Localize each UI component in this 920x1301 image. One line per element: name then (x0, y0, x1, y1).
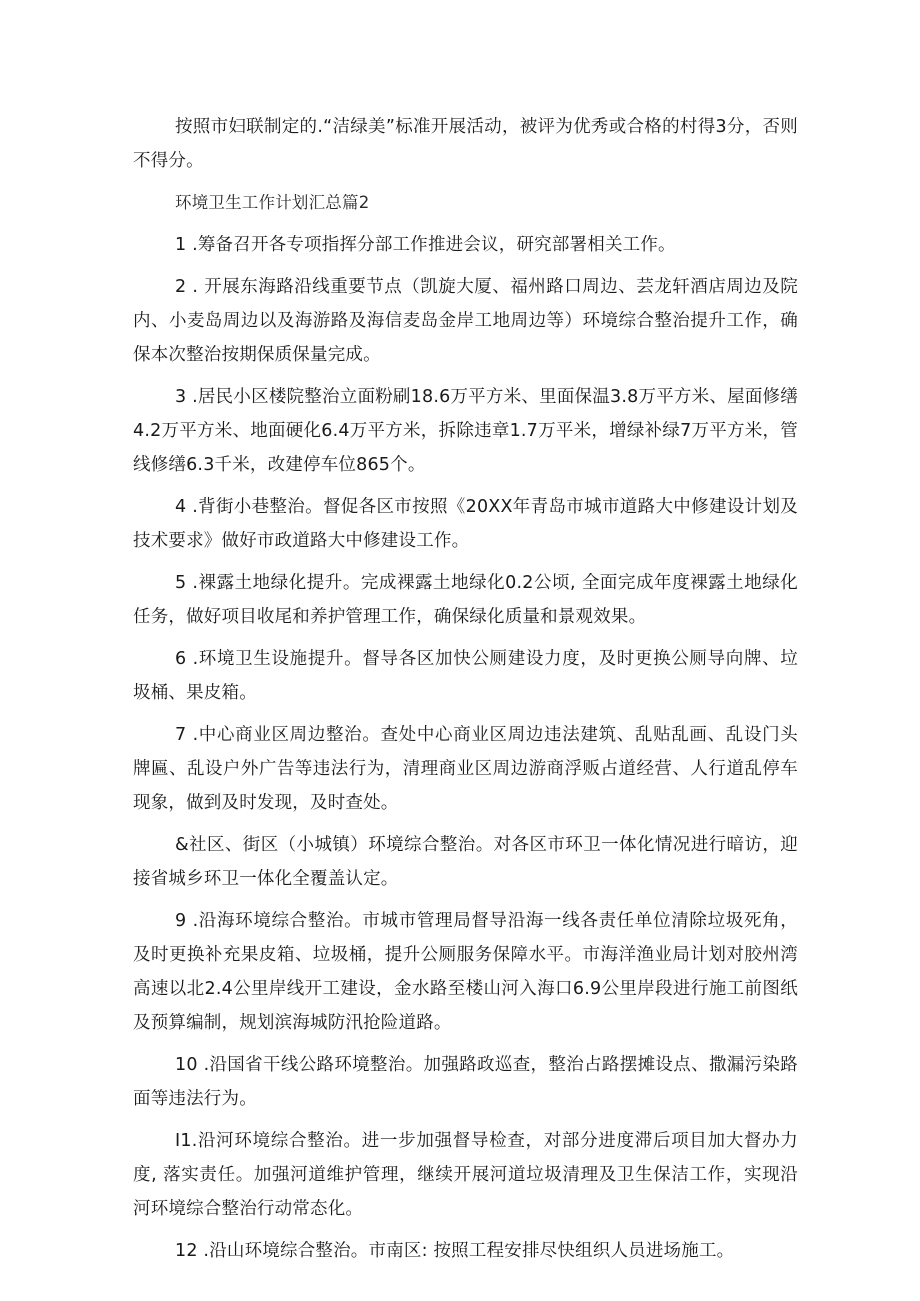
list-item: 12 .沿山环境综合整治。市南区: 按照工程安排尽快组织人员进场施工。 (175, 1241, 735, 1261)
list-item: I1.沿河环境综合整治。进一步加强督导检查，对部分进度滞后项目加大督办力度, 落实责任。加强河道维护管理，继续开展河道垃圾清理及卫生保洁工作，实现沿河环境综合整治行动常态化。 (133, 1131, 798, 1219)
list-item: 4 .背街小巷整治。督促各区市按照《20XX年青岛市城市道路大中修建设计划及技术要求》做好市政道路大中修建设工作。 (133, 497, 798, 551)
list-item: 3 .居民小区楼院整治立面粉刷18.6万平方米、里面保温3.8万平方米、屋面修缮4.2万平方米、地面硬化6.4万平方米，拆除违章1.7万平米，增绿补绿7万平方米，管线修缮6.3千米，改建停车位865个。 (133, 387, 798, 475)
list-item: 2 . 开展东海路沿线重要节点（凯旋大厦、福州路口周边、芸龙轩酒店周边及院内、小麦岛周边以及海游路及海信麦岛金岸工地周边等）环境综合整治提升工作，确保本次整治按期保质保量完成。 (133, 277, 798, 365)
list-item: 1 .筹备召开各专项指挥分部工作推进会议，研究部署相关工作。 (175, 235, 676, 255)
section-title: 环境卫生工作计划汇总篇2 (175, 193, 370, 212)
list-item: 5 .裸露土地绿化提升。完成裸露土地绿化0.2公顷, 全面完成年度裸露土地绿化任务，做好项目收尾和养护管理工作，确保绿化质量和景观效果。 (133, 573, 798, 627)
document-page (133, 110, 798, 1276)
list-item: 10 .沿国省干线公路环境整治。加强路政巡查，整治占路摆摊设点、撒漏污染路面等违法行为。 (133, 1055, 798, 1109)
intro-paragraph: 按照市妇联制定的.“洁绿美”标准开展活动，被评为优秀或合格的村得3分，否则不得分。 (133, 117, 798, 171)
list-item: 9 .沿海环境综合整治。市城市管理局督导沿海一线各责任单位清除垃圾死角，及时更换补充果皮箱、垃圾桶，提升公厕服务保障水平。市海洋渔业局计划对胶州湾高速以北2.4公里岸线开工建设，金水路至楼山河入海口6.9公里岸段进行施工前图纸及预算编制，规划滨海城防汛抢险道路。 (133, 911, 798, 1033)
list-item: &社区、街区（小城镇）环境综合整治。对各区市环卫一体化情况进行暗访，迎接省城乡环卫一体化全覆盖认定。 (133, 835, 798, 889)
list-item: 7 .中心商业区周边整治。查处中心商业区周边违法建筑、乱贴乱画、乱设门头牌匾、乱设户外广告等违法行为，清理商业区周边游商浮贩占道经营、人行道乱停车现象，做到及时发现，及时查处。 (133, 725, 798, 813)
list-item: 6 .环境卫生设施提升。督导各区加快公厕建设力度，及时更换公厕导向牌、垃圾桶、果皮箱。 (133, 649, 798, 703)
